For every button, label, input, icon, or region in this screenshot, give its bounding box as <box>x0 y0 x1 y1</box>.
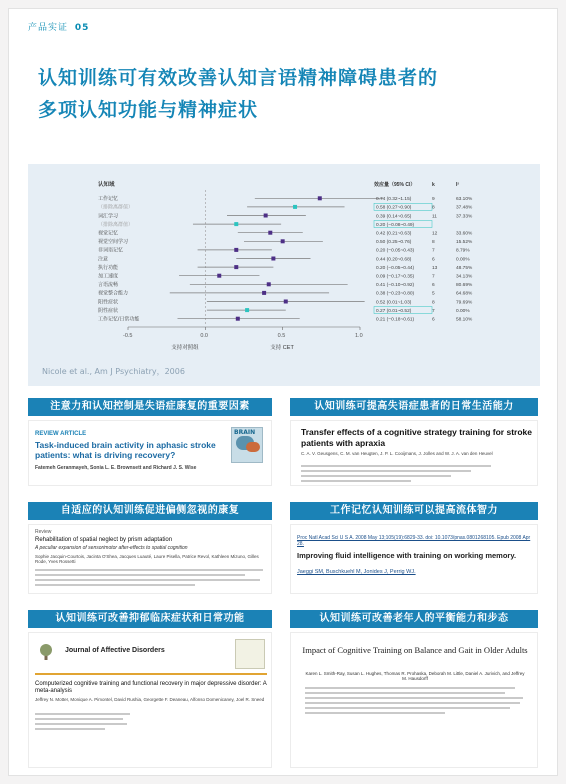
x-tick-label: 1.0 <box>355 333 363 339</box>
point-estimate <box>217 274 221 278</box>
column-header-effect: 效应量（95% CI） <box>374 182 416 188</box>
row-label: （排除离群值） <box>98 204 134 211</box>
page-title <box>38 62 538 126</box>
effect-size-text: 0.58 (0.27~0.90) <box>376 205 412 211</box>
row-label: 视觉空间学习 <box>98 239 129 246</box>
journal-divider <box>35 673 267 675</box>
point-estimate <box>236 317 240 321</box>
affiliation-lines <box>305 687 525 717</box>
journal-cover-thumbnail <box>235 639 265 669</box>
effect-size-text: 0.09 (−0.17~0.35) <box>376 274 415 280</box>
x-label-favors-control: 支持对照组 <box>171 345 199 351</box>
k-value: 12 <box>432 231 438 237</box>
effect-size-text: 0.21 (−0.18~0.61) <box>376 317 415 323</box>
k-value: 8 <box>432 300 435 306</box>
paper-authors: Karen L. Smith-Ray, Susan L. Hughes, Thomas R. Prohaska, Deborah M. Little, Daniel A. Jurivich, and Jeffrey M. Hausdorff <box>305 671 525 682</box>
x-label-favors-cet: 支持 CET <box>270 345 294 351</box>
i2-value: 34.13% <box>456 274 473 280</box>
x-tick-label: 0.0 <box>200 333 208 339</box>
column-header-k: k <box>432 182 435 188</box>
k-value: 9 <box>432 197 435 203</box>
effect-size-text: 0.20 (−0.05~0.44) <box>376 265 415 271</box>
k-value: 8 <box>432 240 435 246</box>
effect-size-text: 0.38 (−0.23~0.80) <box>376 291 415 297</box>
effect-size-text: 0.41 (−0.10~0.92) <box>376 283 415 289</box>
paper-authors[interactable]: Jaeggi SM, Buschkuehl M, Jonides J, Perrig WJ. <box>297 569 416 575</box>
brain-highlight-icon <box>246 442 260 452</box>
row-label: 阴性症状 <box>98 307 119 314</box>
paper-card-attention <box>28 420 272 486</box>
point-estimate <box>267 282 271 286</box>
chart-citation: Nicole et al., Am J Psychiatry，2006 <box>42 367 185 376</box>
row-label: 非词语记忆 <box>98 247 124 254</box>
forest-plot <box>28 164 540 386</box>
point-estimate <box>268 231 272 235</box>
effect-size-text: 0.50 (0.25~0.76) <box>376 240 412 246</box>
elsevier-tree-icon <box>37 643 55 661</box>
i2-value: 0.00% <box>456 257 470 263</box>
effect-size-text: 0.74 (0.32~1.15) <box>376 197 412 203</box>
title-line-1: 认知训练可有效改善认知言语精神障碍患者的 <box>38 67 439 89</box>
paper-title: Transfer effects of a cognitive strategy training for stroke patients with apraxia <box>301 427 532 448</box>
section-bar-fluid-intelligence: 工作记忆认知训练可以提高流体智力 <box>290 502 538 520</box>
row-label: （排除离群值） <box>98 221 134 228</box>
effect-size-text: 0.20 (−0.08~0.49) <box>376 222 415 228</box>
effect-size-text: 0.42 (0.21~0.63) <box>376 231 412 237</box>
paper-reference[interactable]: Proc Natl Acad Sci U S A. 2008 May 13;105(19):6829-33. doi: 10.1073/pnas.0801268105. Epub 2008 Apr 28. <box>297 535 531 547</box>
page-header <box>28 20 89 33</box>
column-header-i2: I² <box>456 182 460 188</box>
paper-card-balance-gait <box>290 632 538 768</box>
i2-value: 0.00% <box>456 308 470 314</box>
affiliation-lines <box>301 465 501 485</box>
effect-size-text: 0.20 (−0.05~0.43) <box>376 248 415 254</box>
point-estimate <box>234 265 238 269</box>
paper-card-depression <box>28 632 272 768</box>
paper-authors: Sophie Jacquin-Courtois, Jacinta O'Shea, Jacques Luauté, Laure Pisella, Patrice Revol, Kathleen Mizuno, Gilles Rode, Yves Rossetti <box>35 554 259 565</box>
point-estimate <box>262 291 266 295</box>
x-tick-label: 0.5 <box>277 333 286 339</box>
row-label: 言语流畅 <box>98 282 119 289</box>
paper-card-neglect <box>28 524 272 594</box>
paper-title: Rehabilitation of spatial neglect by prism adaptation <box>35 537 173 543</box>
i2-value: 80.69% <box>456 283 473 289</box>
column-header-domain: 认知域 <box>98 182 115 188</box>
paper-authors: Fatemeh Geranmayeh, Sonia L. E. Brownsett and Richard J. S. Wise <box>35 465 197 471</box>
row-label: 词汇学习 <box>98 213 119 220</box>
point-estimate <box>284 300 288 304</box>
row-label: 视觉记忆 <box>98 230 119 237</box>
paper-card-aphasia-daily <box>290 420 538 486</box>
point-estimate <box>318 196 322 200</box>
journal-cover-label: BRAIN <box>234 429 256 436</box>
row-label: 执行功能 <box>98 264 119 271</box>
journal-name: Journal of Affective Disorders <box>65 647 165 654</box>
row-label: 阳性症状 <box>98 299 119 306</box>
point-estimate <box>234 222 238 226</box>
section-bar-aphasia-daily: 认知训练可提高失语症患者的日常生活能力 <box>290 398 538 416</box>
row-label: 工作记忆 <box>98 196 119 203</box>
journal-cover-thumbnail <box>231 427 263 463</box>
point-estimate <box>281 239 285 243</box>
i2-value: 63.10% <box>456 197 473 203</box>
paper-title: Impact of Cognitive Training on Balance and Gait in Older Adults <box>302 645 528 655</box>
header-label: 产品实证 <box>28 23 69 33</box>
point-estimate <box>271 257 275 261</box>
k-value: 11 <box>432 214 437 220</box>
paper-card-fluid-intelligence <box>290 524 538 594</box>
effect-size-text: 0.27 (0.01~0.52) <box>376 308 412 314</box>
k-value: 13 <box>432 265 438 271</box>
paper-title: Task-induced brain activity in aphasic stroke patients: what is driving recovery? <box>35 440 216 460</box>
section-bar-depression: 认知训练可改善抑郁临床症状和日常功能 <box>28 610 272 628</box>
row-label: 视觉整合能力 <box>98 290 129 297</box>
page-number: 05 <box>74 23 90 33</box>
effect-size-text: 0.52 (0.01~1.03) <box>376 300 412 306</box>
i2-value: 48.75% <box>456 265 473 271</box>
i2-value: 58.10% <box>456 317 473 323</box>
i2-value: 37.48% <box>456 205 473 211</box>
i2-value: 79.69% <box>456 300 473 306</box>
k-value: 6 <box>432 283 435 289</box>
affiliation-lines <box>35 569 265 589</box>
section-bar-neglect: 自适应的认知训练促进偏侧忽视的康复 <box>28 502 272 520</box>
paper-title: Improving fluid intelligence with training on working memory. <box>297 551 517 560</box>
section-bar-attention: 注意力和认知控制是失语症康复的重要因素 <box>28 398 272 416</box>
i2-value: 8.79% <box>456 248 470 254</box>
k-value: 7 <box>432 274 435 280</box>
paper-title: Computerized cognitive training and functional recovery in major depressive disorder: A meta-analysis <box>35 681 267 695</box>
section-bar-balance-gait: 认知训练可改善老年人的平衡能力和步态 <box>290 610 538 628</box>
forest-plot-panel <box>28 164 540 386</box>
effect-size-text: 0.44 (0.20~0.68) <box>376 257 412 263</box>
k-value: 7 <box>432 308 435 314</box>
row-label: 工作记忆/日常功能 <box>98 316 140 323</box>
x-tick-label: -0.5 <box>123 333 133 339</box>
k-value: 7 <box>432 248 435 254</box>
i2-value: 33.60% <box>456 231 473 237</box>
i2-value: 37.33% <box>456 214 473 220</box>
i2-value: 15.52% <box>456 240 473 246</box>
k-value: 8 <box>432 205 435 211</box>
k-value: 5 <box>432 291 435 297</box>
effect-size-text: 0.39 (0.14~0.65) <box>376 214 412 220</box>
paper-tag: Review <box>35 529 52 535</box>
point-estimate <box>234 248 238 252</box>
paper-authors: C. A. V. Geusgens, C. M. van Heugten, J. P. L. Cooijmans, J. Jolles and W. J. A. van den Heuvel <box>301 451 493 456</box>
k-value: 6 <box>432 317 435 323</box>
row-label: 注意 <box>98 256 109 263</box>
title-line-2: 多项认知功能与精神症状 <box>38 99 259 121</box>
i2-value: 64.68% <box>456 291 473 297</box>
k-value: 6 <box>432 257 435 263</box>
paper-tag: REVIEW ARTICLE <box>35 431 87 437</box>
row-label: 加工速度 <box>98 273 119 280</box>
affiliation-lines <box>35 713 135 733</box>
point-estimate <box>264 214 268 218</box>
point-estimate <box>293 205 297 209</box>
point-estimate <box>245 308 249 312</box>
paper-authors: Jeffrey N. Motter, Monique A. Pimontel, David Rushia, Georgette F. Deaneau, Alfonso Domenicaney, Joel R. Sneed <box>35 697 265 702</box>
paper-subtitle: A peculiar expansion of sensorimotor after-effects to spatial cognition <box>35 545 188 551</box>
